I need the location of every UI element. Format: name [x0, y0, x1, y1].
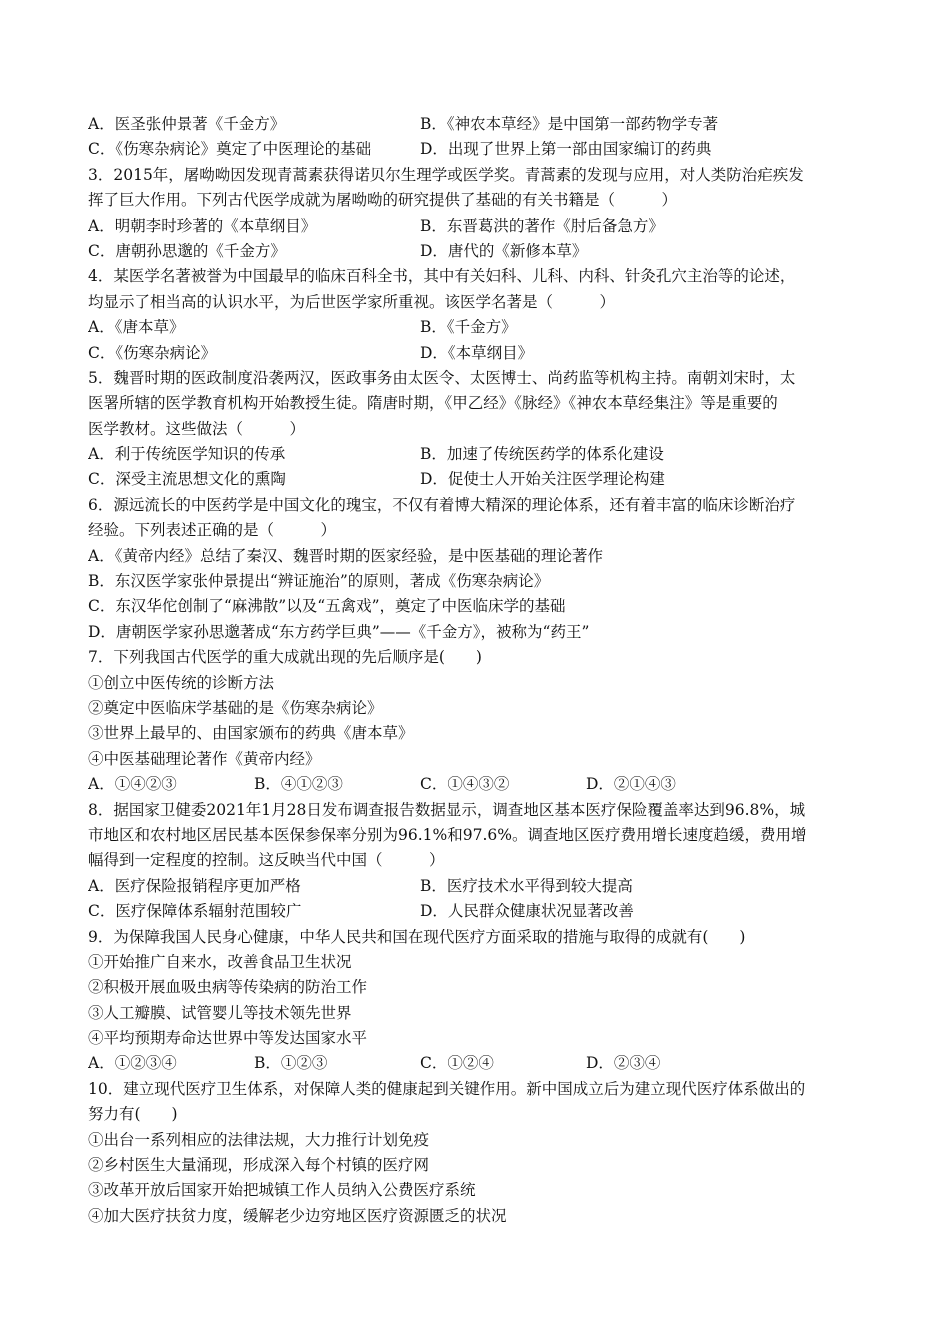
option-row [88, 112, 860, 137]
option-b: B．④①②③ [254, 775, 343, 794]
statement-item: ②积极开展血吸虫病等传染病的防治工作 [88, 978, 368, 997]
option-b: B．①②③ [254, 1054, 328, 1073]
option-a: A．《唐本草》 [88, 318, 185, 337]
question-stem: 3．2015年，屠呦呦因发现青蒿素获得诺贝尔生理学或医学奖。青蒿素的发现与应用，对人类防治疟疾发 [88, 165, 804, 184]
question-stem: 幅得到一定程度的控制。这反映当代中国（ ） [88, 851, 445, 870]
option-b: B．《神农本草经》是中国第一部药物学专著 [420, 115, 719, 133]
option-row [88, 442, 860, 467]
statement-item: ③人工瓣膜、试管婴儿等技术领先世界 [88, 1003, 352, 1022]
option-c: C．东汉华佗创制了“麻沸散”以及“五禽戏”，奠定了中医临床学的基础 [88, 597, 566, 616]
option-b: B．医疗技术水平得到较大提高 [420, 876, 633, 895]
option-b: B．东汉医学家张仲景提出“辨证施治”的原则，著成《伤寒杂病论》 [88, 572, 550, 591]
statement-item: ④平均预期寿命达世界中等发达国家水平 [88, 1029, 368, 1048]
question-stem: 8．据国家卫健委2021年1月28日发布调查报告数据显示，调查地区基本医疗保险覆盖率达到96.8%，城 [88, 800, 806, 819]
option-c: C．深受主流思想文化的熏陶 [88, 470, 286, 489]
question-stem: 9．为保障我国人民身心健康，中华人民共和国在现代医疗方面采取的措施与取得的成就有( ) [88, 927, 746, 946]
option-c: C．①④③② [420, 775, 510, 794]
question-stem: 医学教材。这些做法（ ） [88, 419, 306, 438]
question-stem: 10．建立现代医疗卫生体系，对保障人类的健康起到关键作用。新中国成立后为建立现代医疗体系做出的 [88, 1079, 806, 1098]
statement-item: ①创立中医传统的诊断方法 [88, 673, 275, 692]
statement-item: ③改革开放后国家开始把城镇工作人员纳入公费医疗系统 [88, 1181, 476, 1200]
option-a: A．医圣张仲景著《千金方》 [88, 115, 286, 133]
option-row [88, 467, 860, 492]
option-row [88, 772, 860, 797]
question-stem: 经验。下列表述正确的是（ ） [88, 521, 337, 540]
option-c: C．①②④ [420, 1054, 494, 1073]
question-stem: 市地区和农村地区居民基本医保参保率分别为96.1%和97.6%。调查地区医疗费用增长速度趋缓，费用增 [88, 825, 807, 844]
option-d: D．促使士人开始关注医学理论构建 [420, 470, 665, 489]
option-a: A．医疗保险报销程序更加严格 [88, 876, 301, 895]
statement-item: ①开始推广自来水，改善食品卫生状况 [88, 952, 352, 971]
statement-item: ④中医基础理论著作《黄帝内经》 [88, 749, 321, 768]
question-stem: 6．源远流长的中医药学是中国文化的瑰宝，不仅有着博大精深的理论体系，还有着丰富的临床诊断治疗 [88, 495, 796, 514]
statement-item: ④加大医疗扶贫力度，缓解老少边穷地区医疗资源匮乏的状况 [88, 1206, 507, 1225]
question-stem: 挥了巨大作用。下列古代医学成就为屠呦呦的研究提供了基础的有关书籍是（ ） [88, 191, 678, 210]
option-a: A．利于传统医学知识的传承 [88, 445, 286, 464]
option-d: D．②③④ [586, 1054, 661, 1073]
statement-item: ③世界上最早的、由国家颁布的药典《唐本草》 [88, 724, 414, 743]
option-row [88, 137, 860, 162]
option-a: A．①②③④ [88, 1054, 177, 1073]
option-row [88, 1051, 860, 1076]
option-c: C．《伤寒杂病论》奠定了中医理论的基础 [88, 140, 372, 159]
option-b: B．东晋葛洪的著作《肘后备急方》 [420, 216, 664, 235]
question-stem: 4．某医学名著被誉为中国最早的临床百科全书，其中有关妇科、儿科、内科、针灸孔穴主治等的论述， [88, 267, 796, 286]
option-c: C．《伤寒杂病论》 [88, 343, 217, 362]
option-c: C．医疗保障体系辐射范围较广 [88, 902, 302, 921]
option-row [88, 214, 860, 239]
option-a: A．①④②③ [88, 775, 177, 794]
statement-item: ②奠定中医临床学基础的是《伤寒杂病论》 [88, 698, 383, 717]
option-d: D．《本草纲目》 [420, 343, 534, 362]
option-d: D．人民群众健康状况显著改善 [420, 902, 634, 921]
option-a: A．《黄帝内经》总结了秦汉、魏晋时期的医家经验，是中医基础的理论著作 [88, 546, 603, 565]
option-c: C．唐朝孙思邈的《千金方》 [88, 241, 286, 260]
option-d: D．②①④③ [586, 775, 676, 794]
option-row [88, 315, 860, 340]
option-d: D．唐代的《新修本草》 [420, 241, 588, 260]
option-b: B．加速了传统医药学的体系化建设 [420, 445, 664, 464]
question-stem: 5．魏晋时期的医政制度沿袭两汉，医政事务由太医令、太医博士、尚药监等机构主持。南朝刘宋时，太 [88, 368, 796, 387]
option-b: B．《千金方》 [420, 318, 517, 337]
question-stem: 努力有( ) [88, 1105, 178, 1124]
statement-item: ①出台一系列相应的法律法规，大力推行计划免疫 [88, 1130, 430, 1149]
option-row [88, 874, 860, 899]
option-row [88, 341, 860, 366]
option-d: D．唐朝医学家孙思邈著成“东方药学巨典”——《千金方》，被称为“药王” [88, 622, 590, 641]
option-a: A．明朝李时珍著的《本草纲目》 [88, 216, 317, 235]
statement-item: ②乡村医生大量涌现，形成深入每个村镇的医疗网 [88, 1156, 430, 1175]
question-stem: 7．下列我国古代医学的重大成就出现的先后顺序是( ) [88, 648, 482, 667]
question-stem: 均显示了相当高的认识水平，为后世医学家所重视。该医学名著是（ ） [88, 292, 616, 311]
question-stem: 医署所辖的医学教育机构开始教授生徒。隋唐时期，《甲乙经》《脉经》《神农本草经集注》等是重要的 [88, 394, 778, 413]
option-d: D．出现了世界上第一部由国家编订的药典 [420, 140, 712, 159]
option-row [88, 239, 860, 264]
option-row [88, 899, 860, 924]
